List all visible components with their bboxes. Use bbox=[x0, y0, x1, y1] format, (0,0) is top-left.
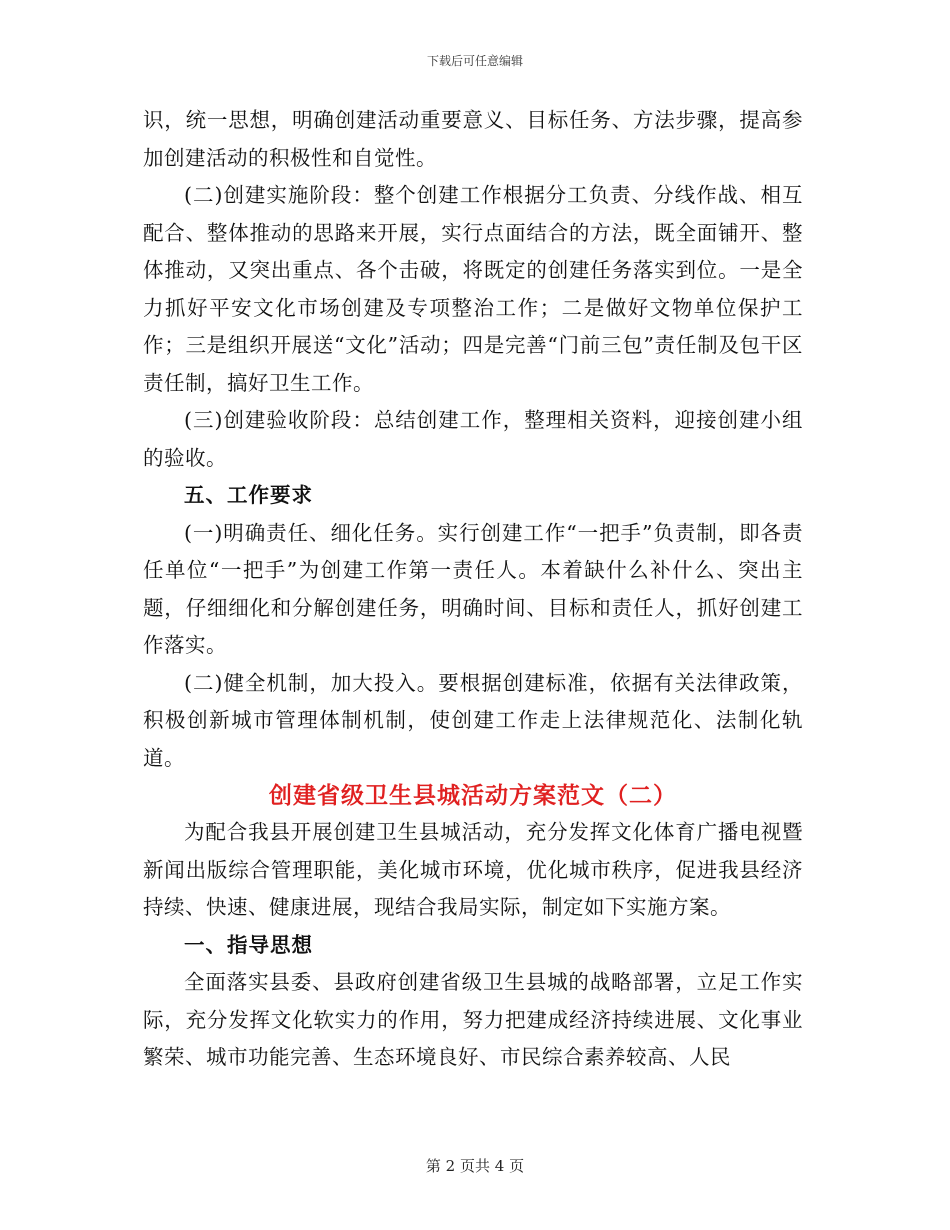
section-heading-guiding-ideology: 一、指导思想 bbox=[184, 932, 313, 957]
paragraph-continuation: 识，统一思想，明确创建活动重要意义、目标任务、方法步骤，提高参加创建活动的积极性和自觉性。 bbox=[143, 108, 803, 170]
paragraph-requirement-1: (一)明确责任、细化任务。实行创建工作“一把手”负责制，即各责任单位“一把手”为创建工作第一责任人。本着缺什么补什么、突出主题，仔细细化和分解创建任务，明确时间、目标和责任人，抓好创建工作落实。 bbox=[143, 520, 803, 657]
section-heading-work-requirements: 五、工作要求 bbox=[184, 483, 313, 507]
page-header: 下载后可任意编辑 bbox=[426, 54, 523, 68]
paragraph-intro: 为配合我县开展创建卫生县城活动，充分发挥文化体育广播电视暨新闻出版综合管理职能，美化城市环境，优化城市秩序，促进我县经济持续、快速、健康进展，现结合我局实际，制定如下实施方案。 bbox=[143, 820, 803, 919]
paragraph-guiding-ideology: 全面落实县委、县政府创建省级卫生县城的战略部署，立足工作实际，充分发挥文化软实力的作用，努力把建成经济持续进展、文化事业繁荣、城市功能完善、生态环境良好、市民综合素养较高、人民 bbox=[143, 970, 803, 1069]
paragraph-requirement-2: (二)健全机制，加大投入。要根据创建标准，依据有关法律政策，积极创新城市管理体制机制，使创建工作走上法律规范化、法制化轨道。 bbox=[143, 670, 803, 770]
document-title: 创建省级卫生县城活动方案范文（二） bbox=[269, 782, 677, 809]
paragraph-implementation-stage: (二)创建实施阶段：整个创建工作根据分工负责、分线作战、相互配合、整体推动的思路来开展，实行点面结合的方法，既全面铺开、整体推动，又突出重点、各个击破，将既定的创建任务落实到位。一是全力抓好平安文化市场创建及专项整治工作；二是做好文物单位保护工作；三是组织开展送“文化”活动；四是完善“门前三包”责任制及包干区责任制，搞好卫生工作。 bbox=[143, 183, 803, 395]
paragraph-acceptance-stage: (三)创建验收阶段：总结创建工作，整理相关资料，迎接创建小组的验收。 bbox=[143, 408, 803, 470]
page-footer: 第 2 页共 4 页 bbox=[425, 1157, 525, 1175]
document-body bbox=[143, 102, 803, 1077]
